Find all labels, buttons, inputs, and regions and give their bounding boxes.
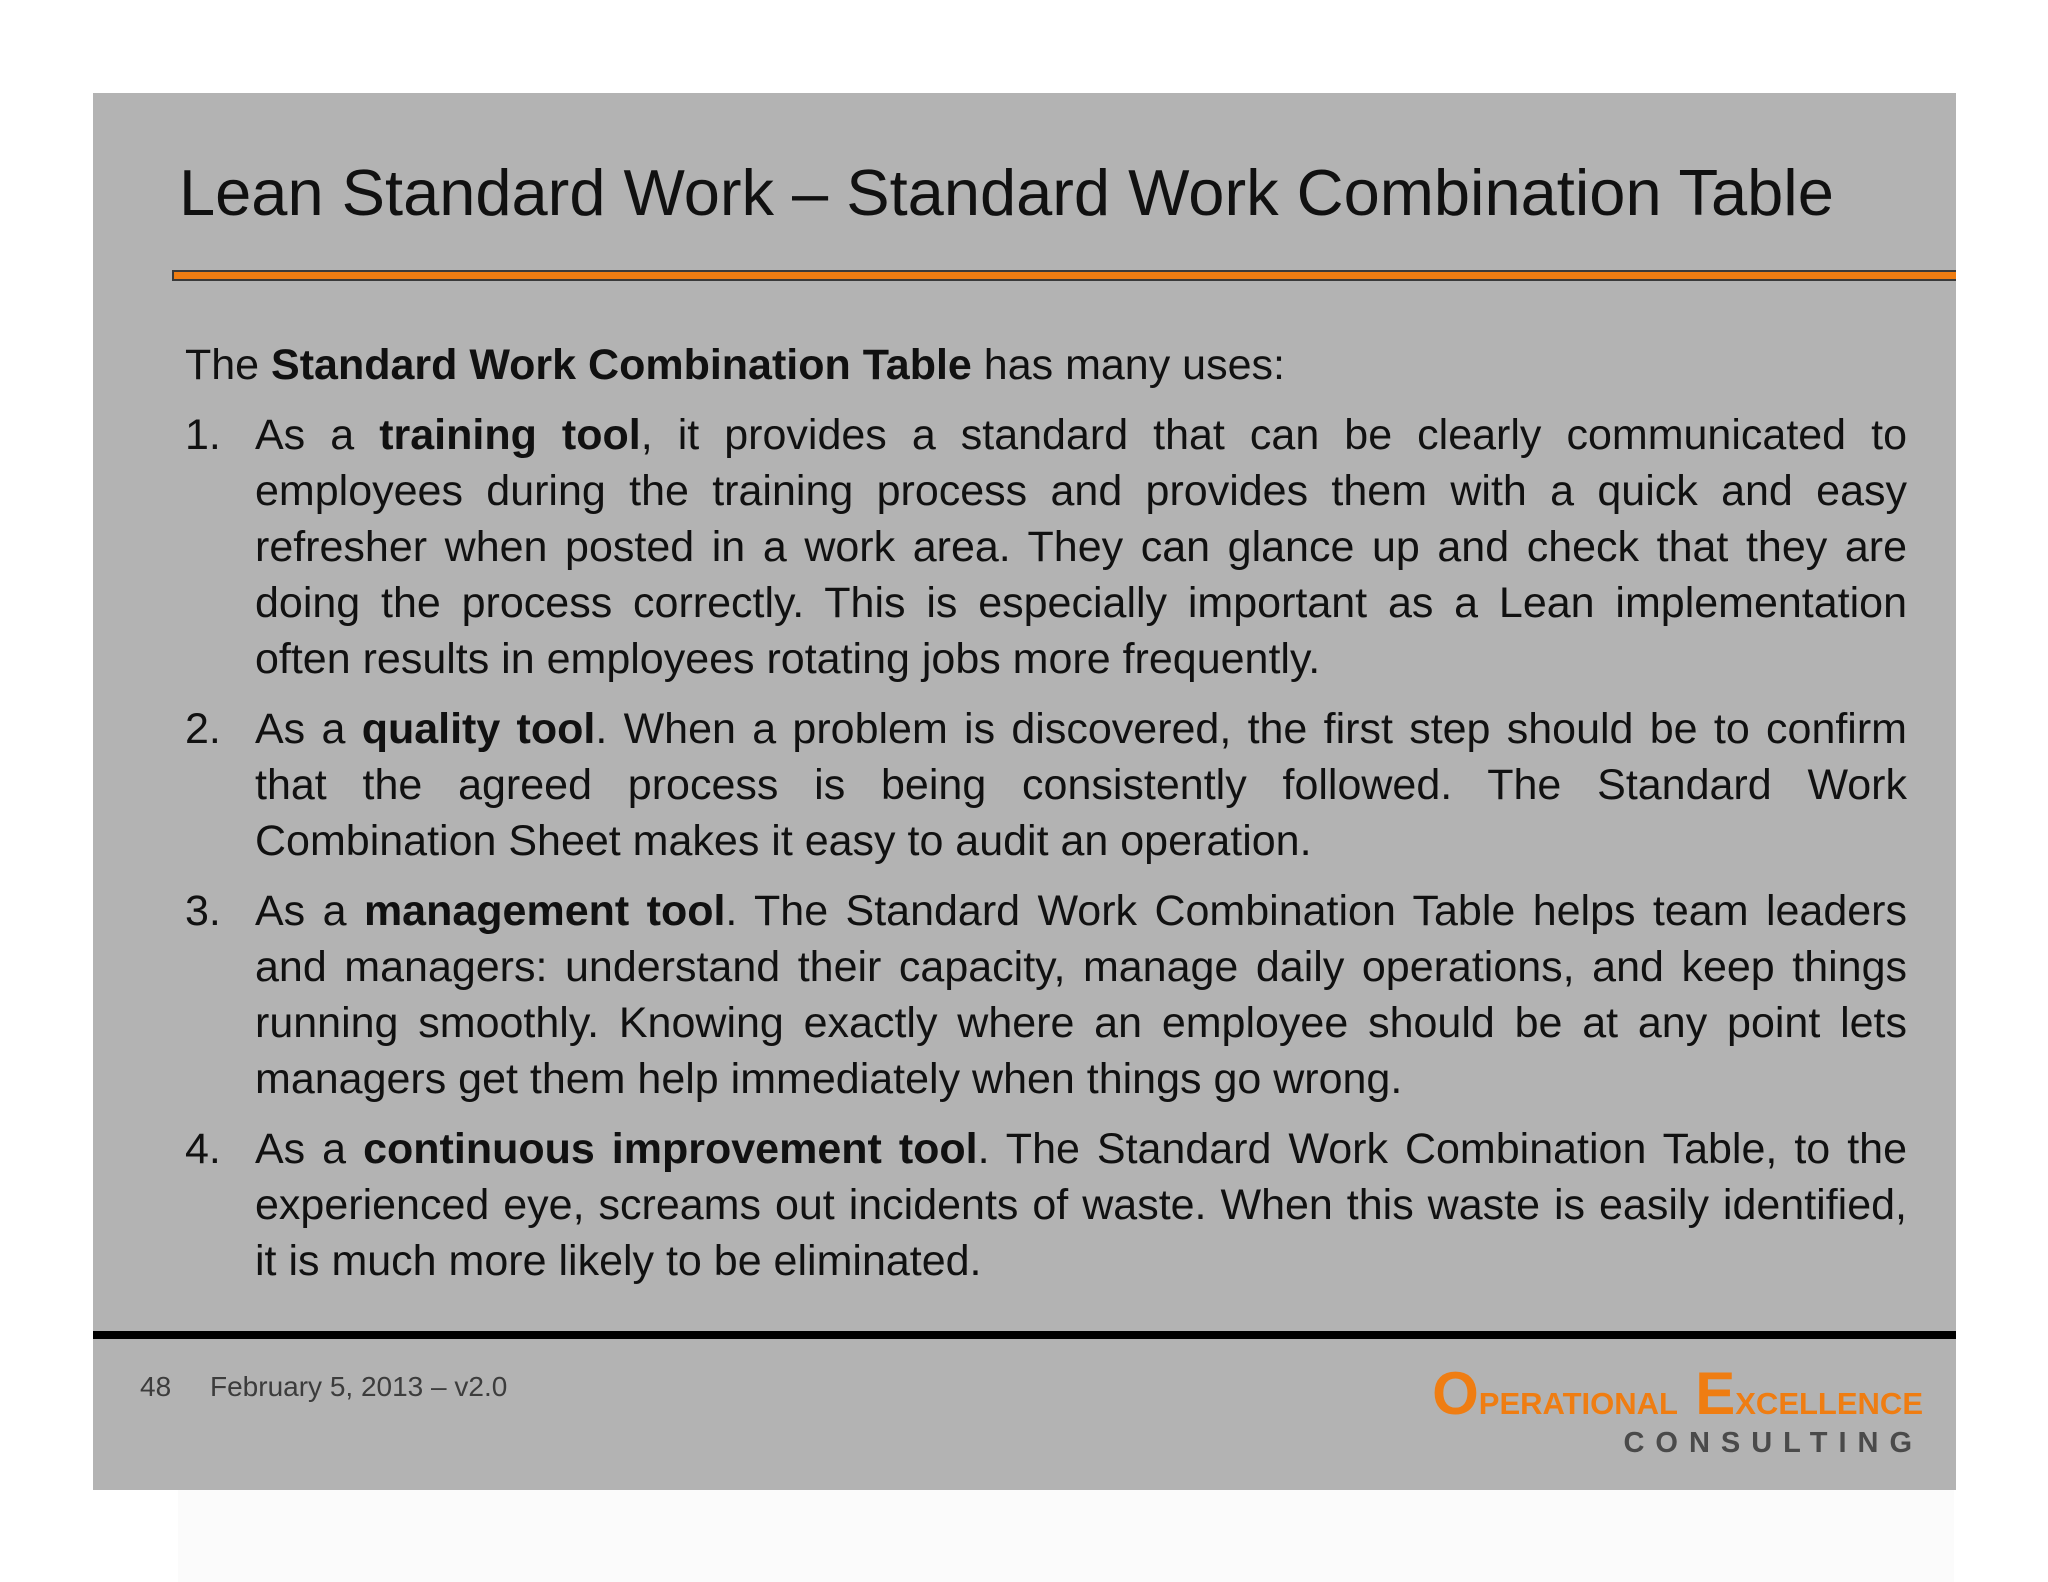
logo-wordmark — [1432, 1360, 1923, 1435]
list-item-bold: quality tool — [361, 705, 596, 753]
logo-word1: PERATIONAL — [1478, 1386, 1678, 1421]
uses-list — [185, 407, 1907, 1289]
list-item-number: 2. — [185, 705, 221, 753]
list-item — [185, 407, 1907, 687]
list-item-text: . When a problem is discovered, the first step should be to confirm that the agreed process is being consistently followed. The Standard Work Combination Sheet makes it easy to audit an operation. — [255, 705, 1907, 865]
date-version: February 5, 2013 – v2.0 — [210, 1371, 508, 1402]
slide-title: Lean Standard Work – Standard Work Combination Table — [179, 156, 1834, 229]
slide-body — [185, 337, 1907, 1303]
list-item-bold: training tool — [379, 411, 641, 459]
company-logo — [1423, 1360, 1923, 1473]
list-item-pre: As a — [255, 1125, 364, 1173]
footer-divider — [93, 1331, 1956, 1339]
logo-cap-o: O — [1432, 1360, 1479, 1427]
list-item-bold: continuous improvement tool — [363, 1125, 978, 1173]
list-item — [185, 701, 1907, 869]
slide — [93, 93, 1956, 1490]
list-item-text: . The Standard Work Combination Table, to the experienced eye, screams out incidents of waste. When this waste is easily identified, it is much more likely to be eliminated. — [255, 1125, 1907, 1285]
list-item-number: 1. — [185, 411, 221, 459]
list-item-number: 4. — [185, 1125, 221, 1173]
list-item-pre: As a — [255, 411, 380, 459]
list-item — [185, 1121, 1907, 1289]
list-item-pre: As a — [255, 887, 364, 935]
list-item-pre: As a — [255, 705, 362, 753]
intro-post: has many uses: — [971, 341, 1285, 389]
list-item — [185, 883, 1907, 1107]
logo-word2: XCELLENCE — [1735, 1386, 1923, 1421]
page-bottom-shade — [178, 1490, 1954, 1582]
logo-tagline: CONSULTING — [1623, 1427, 1923, 1459]
list-item-text: , it provides a standard that can be clearly communicated to employees during the training process and provides them with a quick and easy refresher when posted in a work area. They can glance up and check that they are doing the process correctly. This is especially important as a Lean implementation often results in employees rotating jobs more frequently. — [255, 411, 1907, 683]
title-underline — [172, 270, 1956, 281]
list-item-bold: management tool — [363, 887, 726, 935]
list-item-text: . The Standard Work Combination Table helps team leaders and managers: understand their capacity, manage daily operations, and keep things running smoothly. Knowing exactly where an employee should be at any point lets managers get them help immediately when things go wrong. — [255, 887, 1907, 1103]
intro-pre: The — [185, 341, 272, 389]
intro-bold: Standard Work Combination Table — [271, 341, 972, 389]
list-item-number: 3. — [185, 887, 221, 935]
logo-cap-e: E — [1695, 1360, 1736, 1427]
intro-paragraph — [185, 337, 1907, 393]
page-number: 48 — [140, 1371, 172, 1402]
